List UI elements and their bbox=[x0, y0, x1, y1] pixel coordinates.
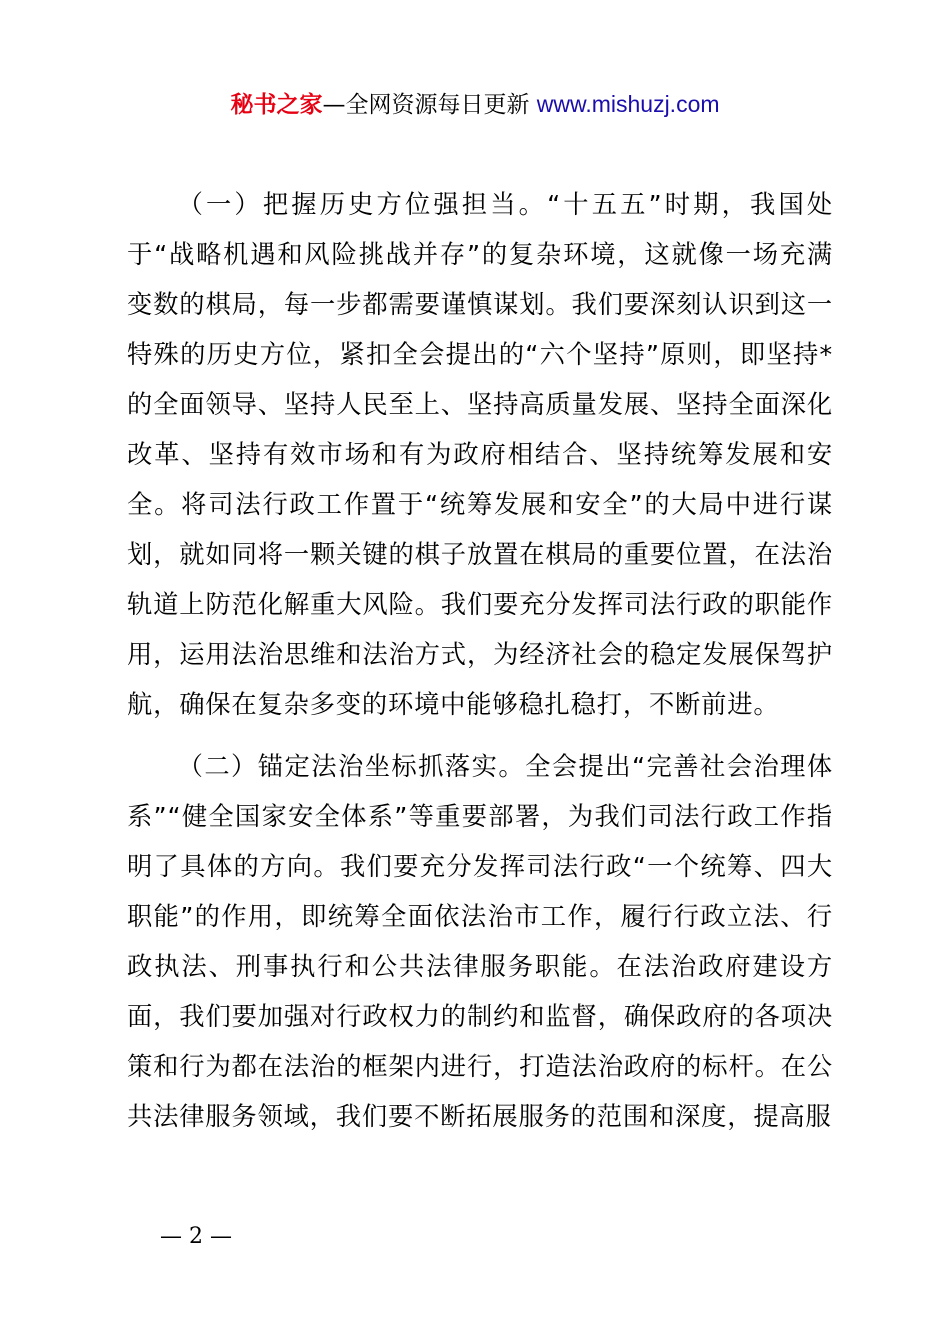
site-header bbox=[0, 86, 950, 123]
document-body bbox=[127, 180, 833, 1142]
site-url-link[interactable]: www.mishuzj.com bbox=[536, 91, 720, 117]
paragraph-2: （二）锚定法治坐标抓落实。全会提出“完善社会治理体系”“健全国家安全体系”等重要部署，为我们司法行政工作指明了具体的方向。我们要充分发挥司法行政“一个统筹、四大职能”的作用，即统筹全面依法治市工作，履行行政立法、行政执法、刑事执行和公共法律服务职能。在法治政府建设方面，我们要加强对行政权力的制约和监督，确保政府的各项决策和行为都在法治的框架内进行，打造法治政府的标杆。在公共法律服务领域，我们要不断拓展服务的范围和深度，提高服 bbox=[127, 752, 833, 1131]
brand-name: 秘书之家 bbox=[230, 92, 323, 118]
header-slogan: —全网资源每日更新 bbox=[322, 92, 530, 118]
paragraph-1: （一）把握历史方位强担当。“十五五”时期，我国处于“战略机遇和风险挑战并存”的复杂环境，这就像一场充满变数的棋局，每一步都需要谨慎谋划。我们要深刻认识到这一特殊的历史方位，紧扣全会提出的“六个坚持”原则，即坚持*的全面领导、坚持人民至上、坚持高质量发展、坚持全面深化改革、坚持有效市场和有为政府相结合、坚持统筹发展和安全。将司法行政工作置于“统筹发展和安全”的大局中进行谋划，就如同将一颗关键的棋子放置在棋局的重要位置，在法治轨道上防范化解重大风险。我们要充分发挥司法行政的职能作用，运用法治思维和法治方式，为经济社会的稳定发展保驾护航，确保在复杂多变的环境中能够稳扎稳打，不断前进。 bbox=[127, 190, 833, 719]
page-number: — 2 — bbox=[160, 1224, 232, 1249]
